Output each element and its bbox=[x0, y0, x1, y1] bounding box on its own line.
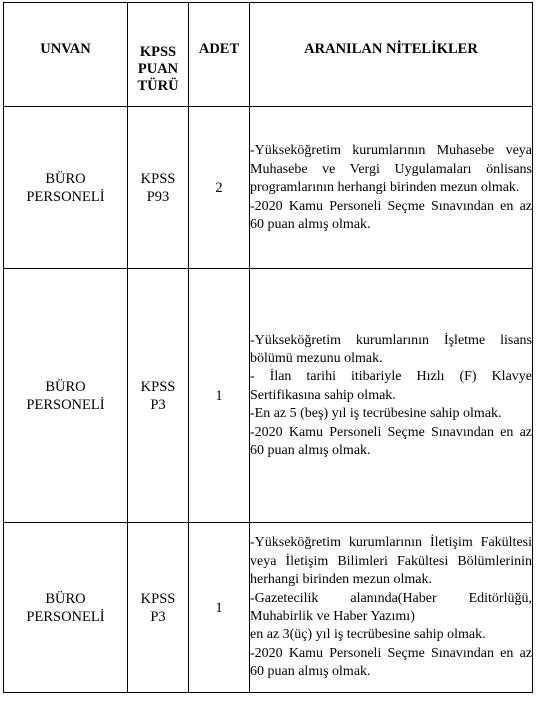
requirements-cell bbox=[250, 269, 533, 523]
header-nitelikler: ARANILAN NİTELİKLER bbox=[250, 3, 533, 107]
adet-cell: 1 bbox=[189, 523, 250, 693]
kpss-type: P93 bbox=[146, 188, 170, 205]
header-puan-line: PUAN bbox=[137, 61, 179, 77]
unvan-line: BÜRO bbox=[45, 378, 86, 395]
requirement-item: -Yükseköğretim kurumlarının İşletme lisans bölümü mezunu olmak. bbox=[250, 332, 532, 366]
header-turu-line: TÜRÜ bbox=[137, 78, 179, 94]
header-adet: ADET bbox=[189, 3, 250, 107]
unvan-line: PERSONELİ bbox=[26, 188, 105, 205]
unvan-cell bbox=[4, 523, 128, 693]
requirement-item: -2020 Kamu Personeli Seçme Sınavından en az 60 puan almış olmak. bbox=[250, 645, 532, 680]
table-row bbox=[4, 523, 533, 693]
header-row bbox=[4, 3, 533, 107]
requirement-item: - İlan tarihi itibariyle Hızlı (F) Klavye Sertifikasına sahip olmak. bbox=[250, 369, 532, 403]
requirement-item: -Gazetecilik alanında(Haber Editörlüğü, Muhabirlik ve Haber Yazımı) bbox=[250, 590, 532, 624]
table-row bbox=[4, 269, 533, 523]
kpss-line: KPSS bbox=[140, 378, 176, 395]
header-kpss-puan-turu bbox=[128, 3, 189, 107]
adet-cell: 1 bbox=[189, 269, 250, 523]
requirement-item: -Yükseköğretim kurumlarının Muhasebe veya Muhasebe ve Vergi Uygulamaları önlisans programlarının herhangi birinden mezun olmak. bbox=[250, 143, 532, 196]
unvan-line: PERSONELİ bbox=[26, 396, 105, 413]
requirement-item: en az 3(üç) yıl iş tecrübesine sahip olmak. bbox=[250, 627, 486, 643]
adet-cell: 2 bbox=[189, 107, 250, 269]
requirements-cell bbox=[250, 523, 533, 693]
header-kpss-line: KPSS bbox=[139, 44, 177, 60]
requirements-cell bbox=[250, 107, 533, 269]
requirement-item: -2020 Kamu Personeli Seçme Sınavından en az 60 puan almış olmak. bbox=[250, 424, 532, 459]
requirements-table bbox=[3, 2, 533, 693]
unvan-line: PERSONELİ bbox=[26, 608, 105, 625]
unvan-cell bbox=[4, 269, 128, 523]
kpss-line: KPSS bbox=[140, 590, 176, 607]
requirement-item: -En az 5 (beş) yıl iş tecrübesine sahip olmak. bbox=[250, 406, 502, 422]
kpss-cell bbox=[128, 523, 189, 693]
requirement-item: -2020 Kamu Personeli Seçme Sınavından en az 60 puan almış olmak. bbox=[250, 198, 532, 233]
unvan-line: BÜRO bbox=[45, 590, 86, 607]
kpss-line: KPSS bbox=[140, 170, 176, 187]
kpss-cell bbox=[128, 269, 189, 523]
kpss-type: P3 bbox=[150, 396, 166, 413]
kpss-type: P3 bbox=[150, 608, 166, 625]
unvan-cell bbox=[4, 107, 128, 269]
table-row bbox=[4, 107, 533, 269]
kpss-cell bbox=[128, 107, 189, 269]
requirement-item: -Yükseköğretim kurumlarının İletişim Fakültesi veya İletişim Bilimleri Fakültesi Bölümlerinin herhangi birinden mezun olmak. bbox=[250, 535, 532, 588]
header-unvan: UNVAN bbox=[4, 3, 128, 107]
unvan-line: BÜRO bbox=[45, 170, 86, 187]
